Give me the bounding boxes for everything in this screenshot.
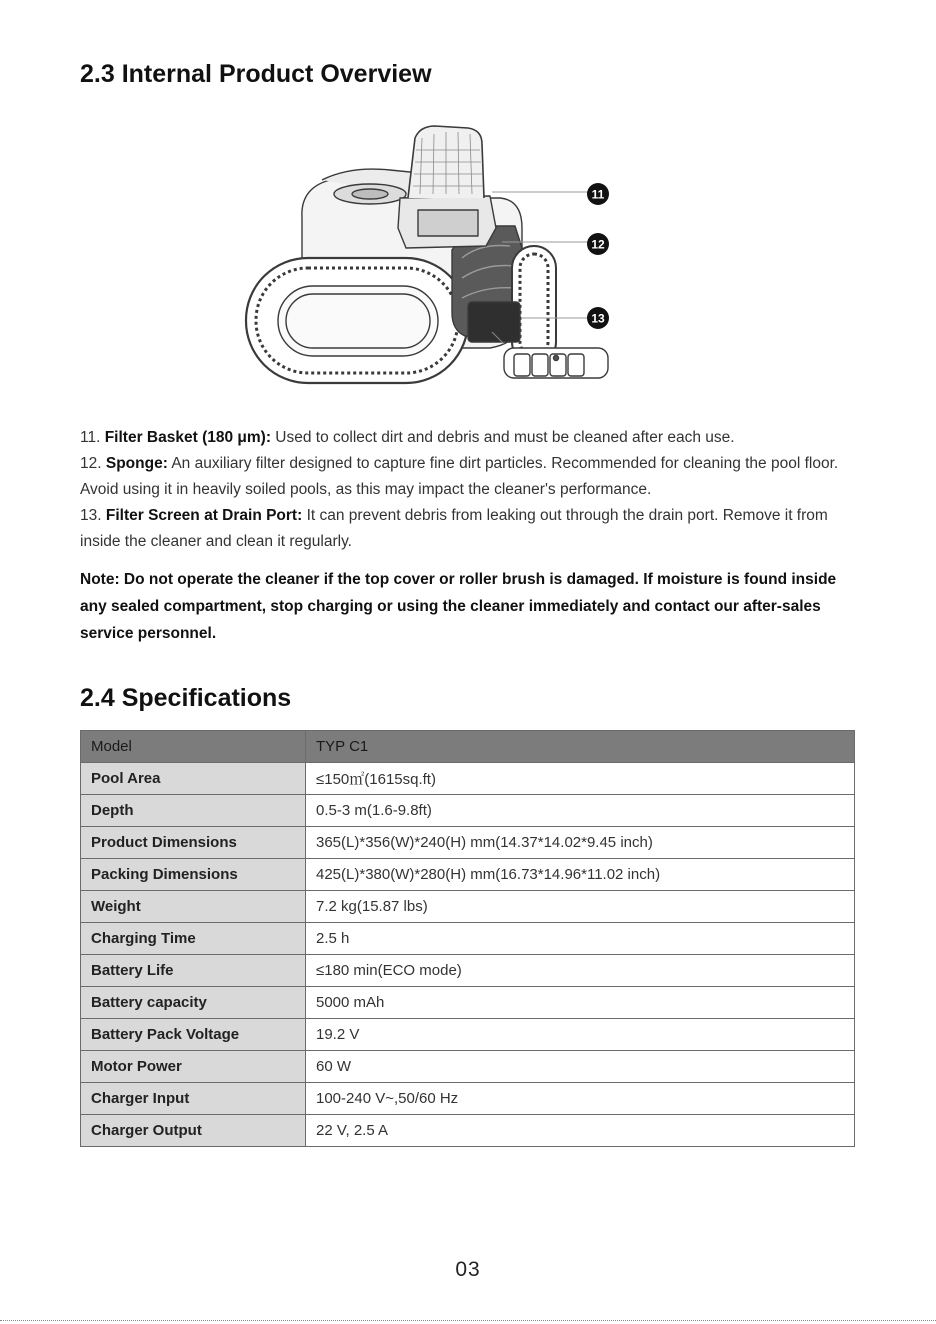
section-heading-specifications: 2.4 Specifications xyxy=(80,684,292,712)
part-item: 11. Filter Basket (180 μm): Used to collect dirt and debris and must be cleaned after each use. xyxy=(80,429,735,446)
table-row xyxy=(81,955,855,987)
table-row xyxy=(81,795,855,827)
callout-badge xyxy=(587,183,609,205)
safety-note: Note: Do not operate the cleaner if the top cover or roller brush is damaged. If moisture is found inside any sealed compartment, stop charging or using the cleaner immediately and contact our after-sales service personnel. xyxy=(80,571,837,642)
spec-label: Charger Input xyxy=(81,1083,306,1115)
table-row xyxy=(81,891,855,923)
spec-label: Charging Time xyxy=(81,923,306,955)
spec-label: Battery Pack Voltage xyxy=(81,1019,306,1051)
callout-badge xyxy=(587,307,609,329)
table-row xyxy=(81,1019,855,1051)
specifications-table xyxy=(80,730,855,1147)
table-row xyxy=(81,923,855,955)
spec-label: Product Dimensions xyxy=(81,827,306,859)
page-number: 03 xyxy=(455,1258,481,1281)
table-row xyxy=(81,763,855,795)
spec-label: Charger Output xyxy=(81,1115,306,1147)
spec-label: Pool Area xyxy=(81,763,306,795)
table-row xyxy=(81,1051,855,1083)
spec-value: 60 W xyxy=(306,1051,855,1083)
spec-value: 0.5-3 m(1.6-9.8ft) xyxy=(306,795,855,827)
spec-label: Battery Life xyxy=(81,955,306,987)
spec-value: 7.2 kg(15.87 lbs) xyxy=(306,891,855,923)
spec-label: Model xyxy=(81,731,306,763)
callout-badge xyxy=(587,233,609,255)
spec-value: ≤180 min(ECO mode) xyxy=(306,955,855,987)
parts-description xyxy=(80,425,860,555)
pool-cleaner-illustration xyxy=(230,118,650,408)
part-item: 12. Sponge: An auxiliary filter designed to capture fine dirt particles. Recommended for cleaning the pool floor. Avoid using it in heavily soiled pools, as this may impact the cleaner's performance. xyxy=(80,455,839,498)
spec-label: Motor Power xyxy=(81,1051,306,1083)
table-row xyxy=(81,859,855,891)
table-header-row xyxy=(81,731,855,763)
callout-number: 11 xyxy=(591,187,605,202)
spec-value: TYP C1 xyxy=(306,731,855,763)
spec-value: ≤150㎡(1615sq.ft) xyxy=(306,763,855,795)
table-row xyxy=(81,1083,855,1115)
table-row xyxy=(81,987,855,1019)
spec-value: 5000 mAh xyxy=(306,987,855,1019)
table-row xyxy=(81,1115,855,1147)
spec-label: Packing Dimensions xyxy=(81,859,306,891)
callout-number: 12 xyxy=(591,237,605,252)
spec-value: 2.5 h xyxy=(306,923,855,955)
spec-value: 425(L)*380(W)*280(H) mm(16.73*14.96*11.02 inch) xyxy=(306,859,855,891)
section-heading-overview: 2.3 Internal Product Overview xyxy=(80,60,432,88)
table-row xyxy=(81,827,855,859)
spec-value: 22 V, 2.5 A xyxy=(306,1115,855,1147)
part-item: 13. Filter Screen at Drain Port: It can prevent debris from leaking out through the drain port. Remove it from inside the cleaner and clean it regularly. xyxy=(80,507,828,550)
spec-label: Depth xyxy=(81,795,306,827)
spec-value: 365(L)*356(W)*240(H) mm(14.37*14.02*9.45 inch) xyxy=(306,827,855,859)
callout-number: 13 xyxy=(591,311,605,326)
spec-label: Battery capacity xyxy=(81,987,306,1019)
spec-label: Weight xyxy=(81,891,306,923)
spec-value: 100-240 V~,50/60 Hz xyxy=(306,1083,855,1115)
spec-value: 19.2 V xyxy=(306,1019,855,1051)
page-edge-divider xyxy=(0,1320,936,1321)
